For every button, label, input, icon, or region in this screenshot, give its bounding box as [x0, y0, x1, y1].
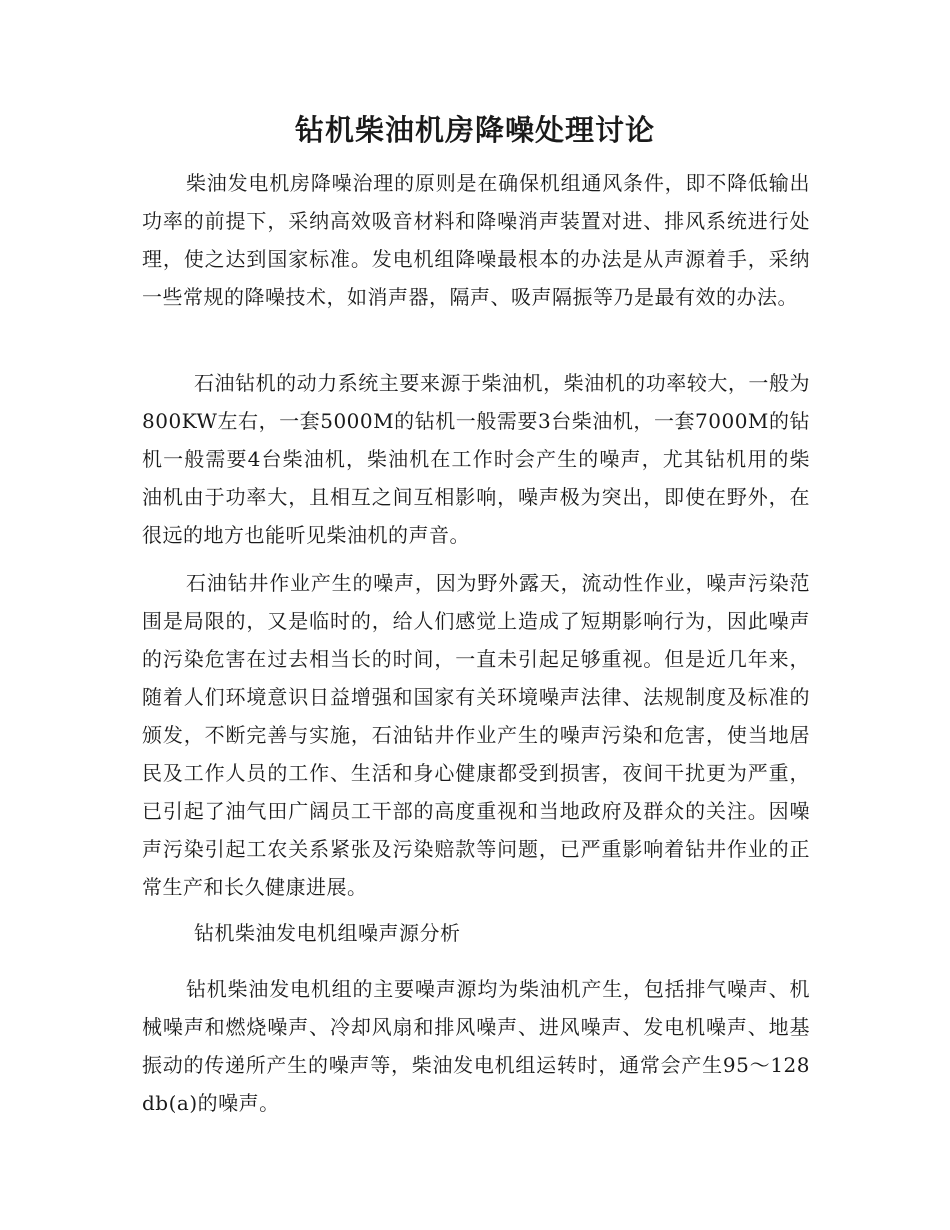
- document-title: 钻机柴油机房降噪处理讨论: [294, 113, 655, 147]
- paragraph-noise-principle: 柴油发电机房降噪治理的原则是在确保机组通风条件，即不降低输出功率的前提下，采纳高效吸音材料和降噪消声装置对进、排风系统进行处理，使之达到国家标准。发电机组降噪最根本的办法是从声源着手，采纳一些常规的降噪技术，如消声器，隔声、吸声隔振等乃是最有效的办法。: [142, 171, 810, 309]
- paragraph-power-system: 石油钻机的动力系统主要来源于柴油机，柴油机的功率较大，一般为800KW左右，一套5000M的钻机一般需要3台柴油机，一套7000M的钻机一般需要4台柴油机，柴油机在工作时会产生的噪声，尤其钻机用的柴油机由于功率大，且相互之间互相影响，噪声极为突出，即使在野外，在很远的地方也能听见柴油机的声音。: [142, 371, 810, 547]
- paragraph-noise-sources: 钻机柴油发电机组的主要噪声源均为柴油机产生，包括排气噪声、机械噪声和燃烧噪声、冷却风扇和排风噪声、进风噪声、发电机噪声、地基振动的传递所产生的噪声等，柴油发电机组运转时，通常会产生95～128 db(a)的噪声。: [142, 977, 810, 1115]
- paragraph-drilling-noise: 石油钻井作业产生的噪声，因为野外露天，流动性作业，噪声污染范围是局限的，又是临时的，给人们感觉上造成了短期影响行为，因此噪声的污染危害在过去相当长的时间，一直未引起足够重视。但是近几年来，随着人们环境意识日益增强和国家有关环境噪声法律、法规制度及标准的颁发，不断完善与实施，石油钻井作业产生的噪声污染和危害，使当地居民及工作人员的工作、生活和身心健康都受到损害，夜间干扰更为严重，已引起了油气田广阔员工干部的高度重视和当地政府及群众的关注。因噪声污染引起工农关系紧张及污染赔款等问题，已严重影响着钻井作业的正常生产和长久健康进展。: [142, 571, 810, 899]
- section-heading-noise-source: 钻机柴油发电机组噪声源分析: [194, 921, 461, 945]
